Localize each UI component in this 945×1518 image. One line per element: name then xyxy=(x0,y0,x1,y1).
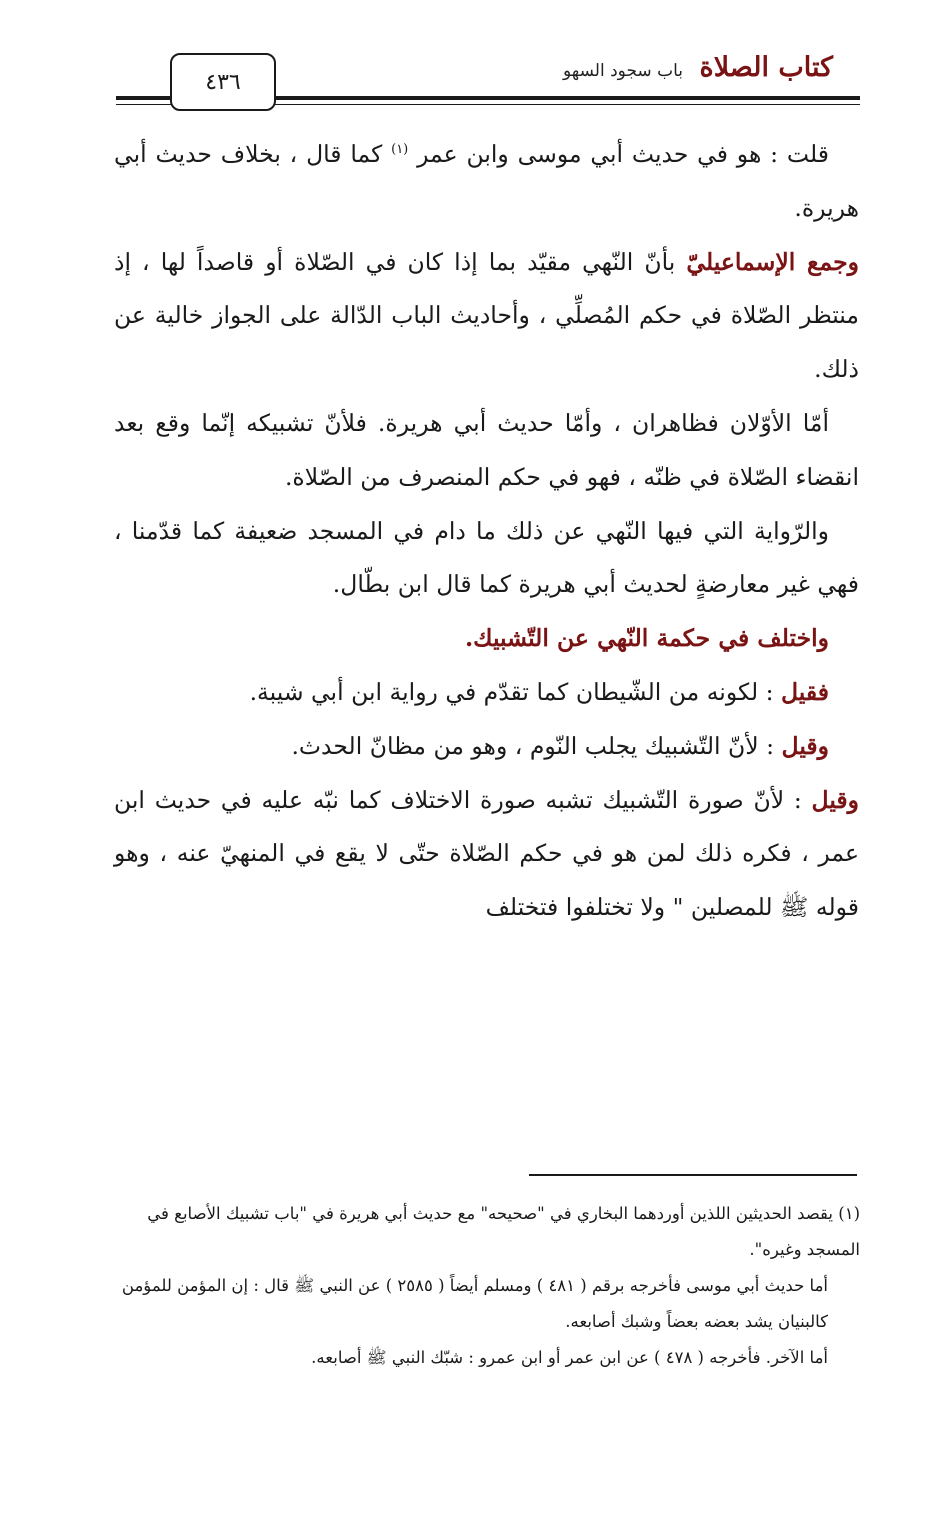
paragraph-4: والرّواية التي فيها النّهي عن ذلك ما دام في المسجد ضعيفة كما قدّمنا ، فهي غير معارضةٍ لحديث أبي هريرة كما قال ابن بطّال. xyxy=(114,516,859,599)
opinion-3-label: وقيل xyxy=(811,785,859,814)
paragraph-2-rest: بأنّ النّهي مقيّد بما إذا كان في الصّلاة أو قاصداً لها ، إذ منتظر الصّلاة في حكم المُصلِّي ، وأحاديث الباب الدّالة على الجواز خالية عن ذلك. xyxy=(114,247,859,384)
paragraph-3: أمّا الأوّلان فظاهران ، وأمّا حديث أبي هريرة. فلأنّ تشبيكه إنّما وقع بعد انقضاء الصّلاة في ظنّه ، فهو في حكم المنصرف من الصّلاة. xyxy=(114,408,859,491)
main-text xyxy=(114,128,859,935)
opinion-1-text: : لكونه من الشّيطان كما تقدّم في رواية ابن أبي شيبة. xyxy=(249,677,781,706)
opinion-2-text: : لأنّ التّشبيك يجلب النّوم ، وهو من مظانّ الحدث. xyxy=(291,731,782,760)
paragraph-1 xyxy=(114,128,859,236)
footnote-1-line-1: (١) يقصد الحديثين اللذين أوردهما البخاري في "صحيحه" مع حديث أبي هريرة في "باب تشبيك الأصابع في المسجد وغيره". xyxy=(147,1204,860,1259)
page-number: ٤٣٦ xyxy=(170,53,276,111)
opinion-3-text: : لأنّ صورة التّشبيك تشبه صورة الاختلاف كما نبّه عليه في حديث ابن عمر ، فكره ذلك لمن هو في حكم الصّلاة حتّى لا يقع في المنهيّ عنه ، وهو قوله ﷺ للمصلين " ولا تختلفوا فتختلف xyxy=(114,785,859,922)
paragraph-2 xyxy=(114,236,859,397)
scholar-name: وجمع الإسماعيليّ xyxy=(686,247,860,276)
footnotes xyxy=(110,1196,860,1376)
paragraph-1-text: قلت : هو في حديث أبي موسى وابن عمر xyxy=(417,140,829,168)
chapter-title: باب سجود السهو xyxy=(563,61,683,81)
opinion-1 xyxy=(114,666,859,720)
opinion-2-label: وقيل xyxy=(781,731,829,760)
book-title: كتاب الصلاة xyxy=(699,52,833,83)
footnote-1-line-3: أما الآخر. فأخرجه ( ٤٧٨ ) عن ابن عمر أو ابن عمرو : شبّك النبي ﷺ أصابعه. xyxy=(311,1348,828,1367)
footnote-1-line-2: أما حديث أبي موسى فأخرجه برقم ( ٤٨١ ) ومسلم أيضاً ( ٢٥٨٥ ) عن النبي ﷺ قال : إن المؤمن للمؤمن كالبنيان يشد بعضه بعضاً وشبك أصابعه. xyxy=(121,1276,828,1331)
opinion-3 xyxy=(114,774,859,935)
section-heading: واختلف في حكمة النّهي عن التّشبيك. xyxy=(464,624,829,653)
footnote-separator xyxy=(529,1174,857,1176)
paragraph-1-rest: كما قال ، بخلاف حديث أبي هريرة. xyxy=(114,140,859,222)
opinion-2 xyxy=(114,720,859,774)
opinion-1-label: فقيل xyxy=(780,677,829,706)
footnote-ref-1[interactable]: (١) xyxy=(391,142,409,158)
